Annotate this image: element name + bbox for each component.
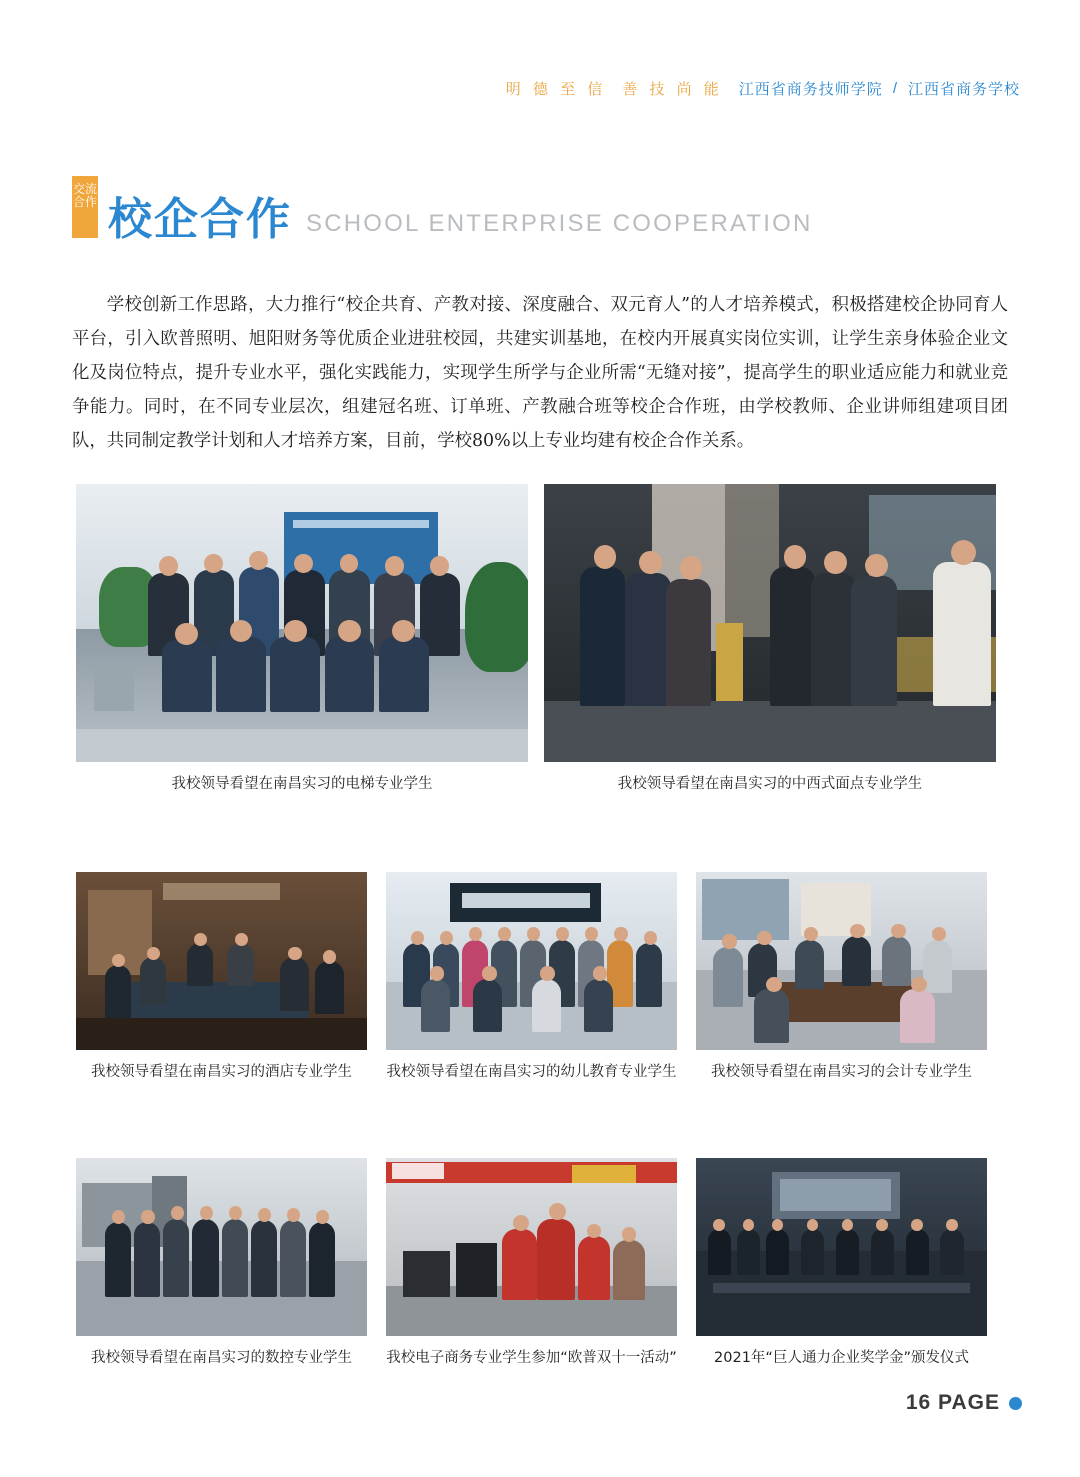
page-footer — [906, 1391, 1022, 1415]
photo-caption-hotel-majors: 我校领导看望在南昌实习的酒店专业学生 — [91, 1064, 352, 1080]
photo-elevator-majors — [76, 484, 528, 762]
page-header — [506, 78, 1020, 99]
photo-caption-preschool-education-majors: 我校领导看望在南昌实习的幼儿教育专业学生 — [386, 1064, 677, 1080]
header-motto-primary: 明 德 至 信 — [505, 81, 607, 98]
header-separator: / — [892, 80, 898, 97]
photo-caption-ecommerce-activity: 我校电子商务专业学生参加“欧普双十一活动” — [386, 1350, 677, 1366]
photo-caption-western-pastry-majors: 我校领导看望在南昌实习的中西式面点专业学生 — [617, 776, 923, 792]
section-title-cn: 校企合作 — [108, 194, 292, 245]
header-school-primary: 江西省商务技师学院 — [738, 81, 883, 98]
photo-caption-elevator-majors: 我校领导看望在南昌实习的电梯专业学生 — [171, 776, 433, 792]
section-title-badge — [72, 176, 98, 238]
header-motto-secondary: 善 技 尚 能 — [622, 81, 723, 98]
header-school-secondary: 江西省商务学校 — [907, 81, 1020, 98]
section-title-badge-line1: 交流 — [72, 182, 97, 196]
section-title-en: SCHOOL ENTERPRISE COOPERATION — [306, 210, 813, 237]
photo-cnc-majors — [76, 1158, 367, 1336]
photo-western-pastry-majors — [544, 484, 996, 762]
photo-ecommerce-activity — [386, 1158, 677, 1336]
photo-accounting-majors — [696, 872, 987, 1050]
photo-scholarship-ceremony — [696, 1158, 987, 1336]
photo-caption-scholarship-ceremony: 2021年“巨人通力企业奖学金”颁发仪式 — [714, 1350, 969, 1366]
body-paragraph: 学校创新工作思路，大力推行“校企共育、产教对接、深度融合、双元育人”的人才培养模式，积极搭建校企协同育人平台，引入欧普照明、旭阳财务等优质企业进驻校园，共建实训基地，在校内开展真实岗位实训，让学生亲身体验企业文化及岗位特点，提升专业水平，强化实践能力，实现学生所学与企业所需“无缝对接”，提高学生的职业适应能力和就业竞争能力。同时，在不同专业层次，组建冠名班、订单班、产教融合班等校企合作班，由学校教师、企业讲师组建项目团队，共同制定教学计划和人才培养方案，目前，学校80%以上专业均建有校企合作关系。 — [72, 295, 1008, 451]
section-title-badge-line2: 合作 — [72, 194, 97, 209]
photo-preschool-education-majors — [386, 872, 677, 1050]
section-title — [72, 180, 813, 245]
photo-caption-cnc-majors: 我校领导看望在南昌实习的数控专业学生 — [91, 1350, 352, 1366]
page-number-label: 16 PAGE — [905, 1391, 1000, 1414]
page-number-dot-icon — [1009, 1397, 1022, 1410]
photo-caption-accounting-majors: 我校领导看望在南昌实习的会计专业学生 — [711, 1064, 972, 1080]
photo-hotel-majors — [76, 872, 367, 1050]
